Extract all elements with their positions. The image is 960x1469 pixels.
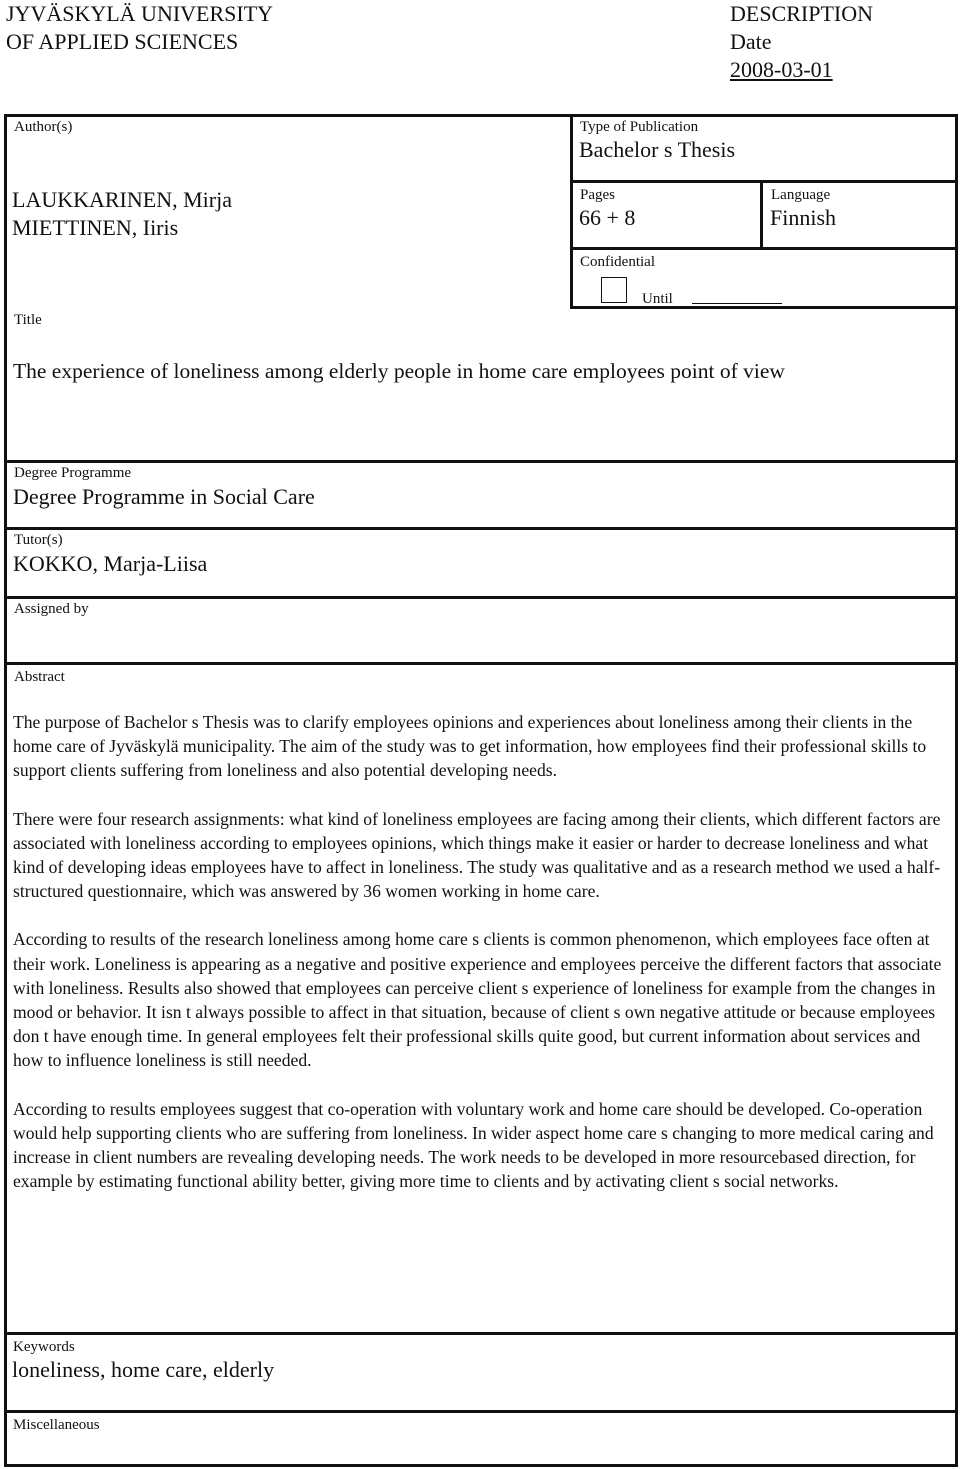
abstract-paragraph: There were four research assignments: what kind of loneliness employees are facing among their clients, which different factors are associated with loneliness according to employees opinions, which things make it easier or harder to decrease loneliness and what kind of developing ideas employees have to affect in loneliness. The study was qualitative and as a research method we used a half-structured questionnaire, which was answered by 36 women working in home care. (13, 808, 941, 902)
document-type: DESCRIPTION (730, 1, 874, 26)
abstract-body (13, 710, 951, 1217)
column-divider (570, 114, 573, 309)
until-label: Until (642, 291, 673, 307)
date-label: Date (730, 29, 772, 54)
abstract-label: Abstract (14, 669, 65, 685)
divider (4, 596, 958, 599)
confidential-checkbox[interactable] (601, 277, 627, 303)
divider (4, 1332, 958, 1335)
divider (4, 662, 958, 665)
publication-type-value: Bachelor s Thesis (579, 137, 736, 162)
pages-label: Pages (580, 187, 615, 203)
institution-line-2: OF APPLIED SCIENCES (6, 29, 239, 54)
date-value: 2008-03-01 (730, 57, 833, 82)
language-value: Finnish (770, 205, 837, 230)
divider (570, 306, 958, 309)
language-label: Language (771, 187, 831, 203)
thesis-title: The experience of loneliness among elderly people in home care employees point of view (13, 359, 785, 383)
abstract-paragraph: According to results of the research loneliness among home care s clients is common phenomenon, which employees face often at their work. Loneliness is appearing as a negative and positive experience and employees perceive the different factors that associate with loneliness. Results also showed that employees can perceive client s experience of loneliness for example from the changes in mood or behavior. It isn t always possible to affect in that situation, because of client s own negative attitude or because employees don t have enough time. In general employees felt their professional skills quite good, but current information about services and how to influence loneliness is still needed. (13, 929, 942, 1071)
publication-type-label: Type of Publication (580, 119, 699, 135)
divider (4, 1410, 958, 1413)
institution-name (6, 0, 273, 56)
confidential-label: Confidential (580, 254, 655, 270)
divider (4, 527, 958, 530)
institution-line-1: JYVÄSKYLÄ UNIVERSITY (6, 1, 274, 26)
miscellaneous-label: Miscellaneous (13, 1417, 100, 1433)
author-name: MIETTINEN, Iiris (12, 215, 179, 240)
divider (570, 247, 958, 250)
degree-programme-value: Degree Programme in Social Care (13, 484, 315, 509)
tutor-value: KOKKO, Marja-Liisa (13, 551, 208, 576)
keywords-label: Keywords (13, 1339, 75, 1355)
degree-programme-label: Degree Programme (14, 465, 132, 481)
divider (570, 180, 958, 183)
pages-language-divider (760, 180, 763, 249)
assigned-by-label: Assigned by (14, 601, 89, 617)
title-label: Title (14, 312, 42, 328)
tutor-label: Tutor(s) (14, 532, 63, 548)
author-name: LAUKKARINEN, Mirja (12, 187, 232, 212)
until-date-field[interactable] (692, 303, 782, 304)
abstract-paragraph: The purpose of Bachelor s Thesis was to clarify employees opinions and experiences about loneliness among their clients in the home care of Jyväskylä municipality. The aim of the study was to get information, how employees find their professional skills to support clients suffering from loneliness and also potential developing needs. (13, 712, 927, 781)
keywords-value: loneliness, home care, elderly (12, 1357, 275, 1382)
document-meta (730, 0, 873, 84)
divider (4, 460, 958, 463)
abstract-paragraph: According to results employees suggest that co-operation with voluntary work and home care should be developed. Co-operation would help supporting clients who are suffering from loneliness. In wider aspect home care s changing to more medical caring and increase in client numbers are revealing developing needs. The work needs to be developed in more resourcebased direction, for example by estimating functional ability better, giving more time to clients and by activating client s social networks. (13, 1098, 934, 1192)
authors-list (12, 186, 232, 242)
authors-label: Author(s) (14, 119, 73, 135)
pages-value: 66 + 8 (579, 205, 636, 230)
